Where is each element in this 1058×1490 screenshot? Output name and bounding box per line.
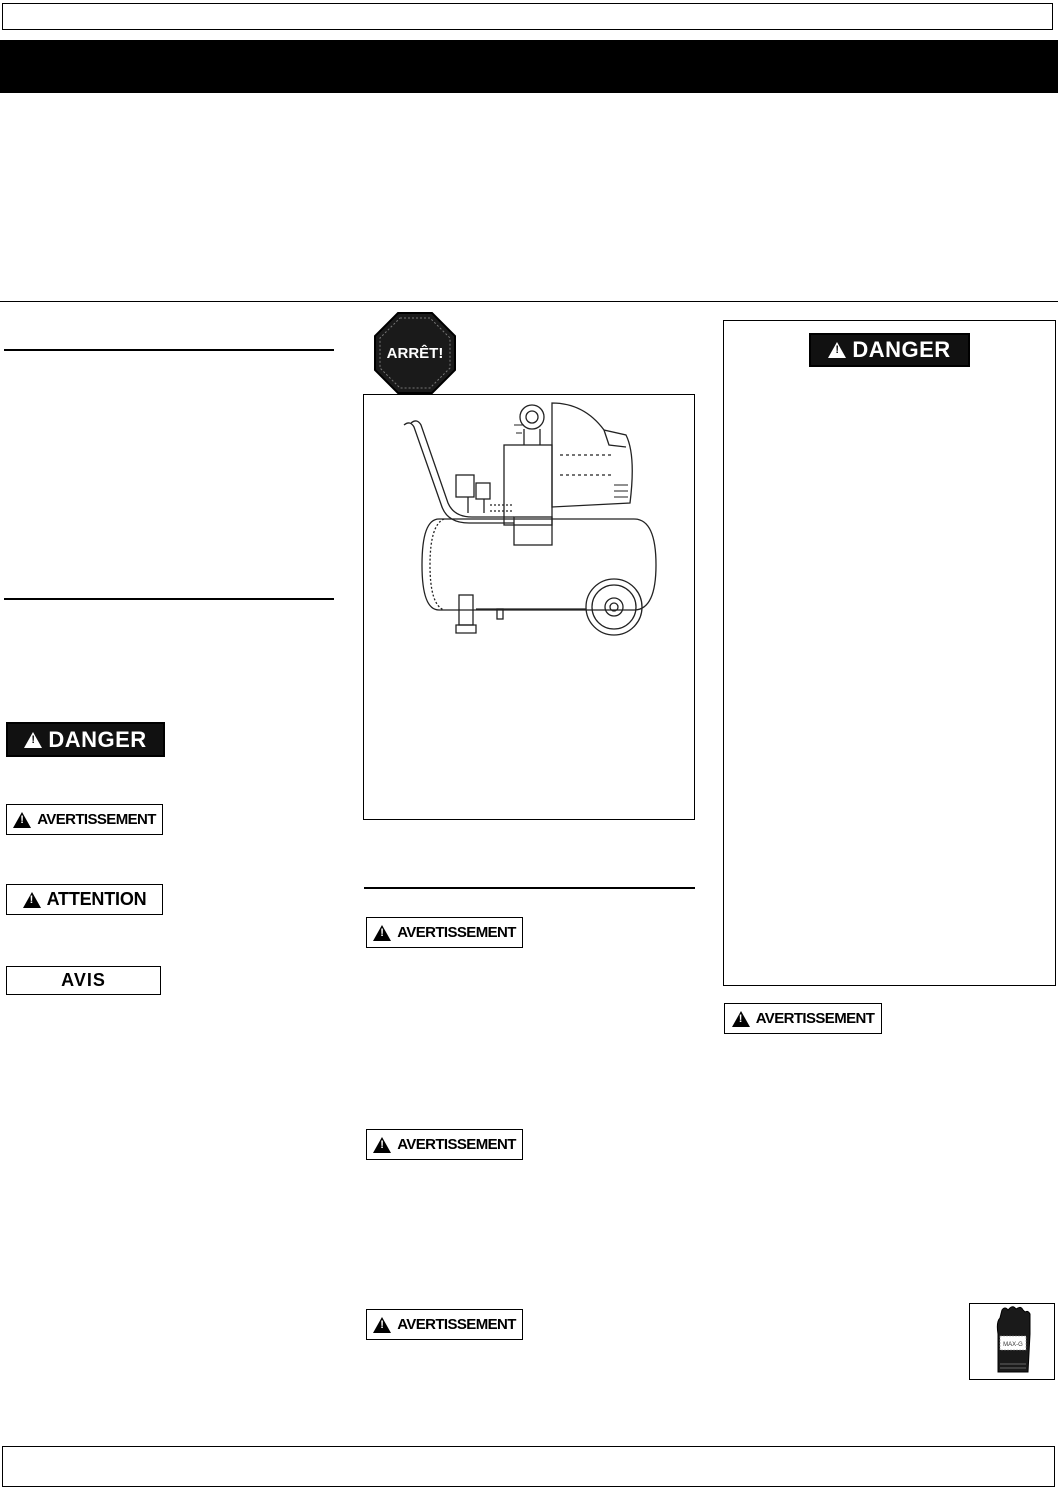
avertissement-label-text: AVERTISSEMENT bbox=[755, 1010, 875, 1027]
avis-label bbox=[6, 966, 161, 995]
attention-label bbox=[6, 884, 163, 915]
avertissement-label bbox=[724, 1003, 882, 1034]
stop-sign-icon bbox=[373, 311, 457, 395]
left-column-rule-2 bbox=[4, 598, 334, 600]
danger-label-text: DANGER bbox=[852, 337, 951, 362]
avis-label-text: AVIS bbox=[61, 970, 106, 990]
warning-triangle-icon bbox=[23, 892, 41, 908]
header-frame bbox=[2, 3, 1053, 30]
warning-triangle-icon bbox=[732, 1011, 750, 1027]
avertissement-label bbox=[6, 804, 163, 835]
glove-icon bbox=[970, 1304, 1054, 1379]
warning-triangle-icon bbox=[373, 1137, 391, 1153]
avertissement-label bbox=[366, 1309, 523, 1340]
title-bar bbox=[0, 40, 1058, 93]
warning-triangle-icon bbox=[828, 342, 846, 358]
footer-frame bbox=[2, 1446, 1055, 1487]
middle-column-rule bbox=[364, 887, 695, 889]
section-divider bbox=[0, 301, 1058, 302]
stop-sign-text: ARRÊT! bbox=[386, 345, 444, 362]
avertissement-label-text: AVERTISSEMENT bbox=[397, 924, 516, 941]
avertissement-label-text: AVERTISSEMENT bbox=[397, 1136, 516, 1153]
left-column-rule-1 bbox=[4, 349, 334, 351]
warning-triangle-icon bbox=[373, 1317, 391, 1333]
air-compressor-illustration bbox=[364, 395, 694, 819]
warning-triangle-icon bbox=[13, 812, 31, 828]
danger-label-text: DANGER bbox=[48, 726, 147, 752]
glove-icon-text: MAX-G bbox=[1003, 1342, 1023, 1348]
danger-label bbox=[6, 722, 165, 757]
warning-triangle-icon bbox=[373, 925, 391, 941]
avertissement-label bbox=[366, 917, 523, 948]
warning-triangle-icon bbox=[24, 732, 42, 748]
attention-label-text: ATTENTION bbox=[46, 889, 147, 909]
avertissement-label bbox=[366, 1129, 523, 1160]
glove-box bbox=[969, 1303, 1055, 1380]
avertissement-label-text: AVERTISSEMENT bbox=[37, 811, 156, 828]
compressor-figure bbox=[363, 394, 695, 820]
danger-box bbox=[723, 320, 1056, 986]
danger-label bbox=[809, 333, 970, 367]
avertissement-label-text: AVERTISSEMENT bbox=[397, 1316, 516, 1333]
